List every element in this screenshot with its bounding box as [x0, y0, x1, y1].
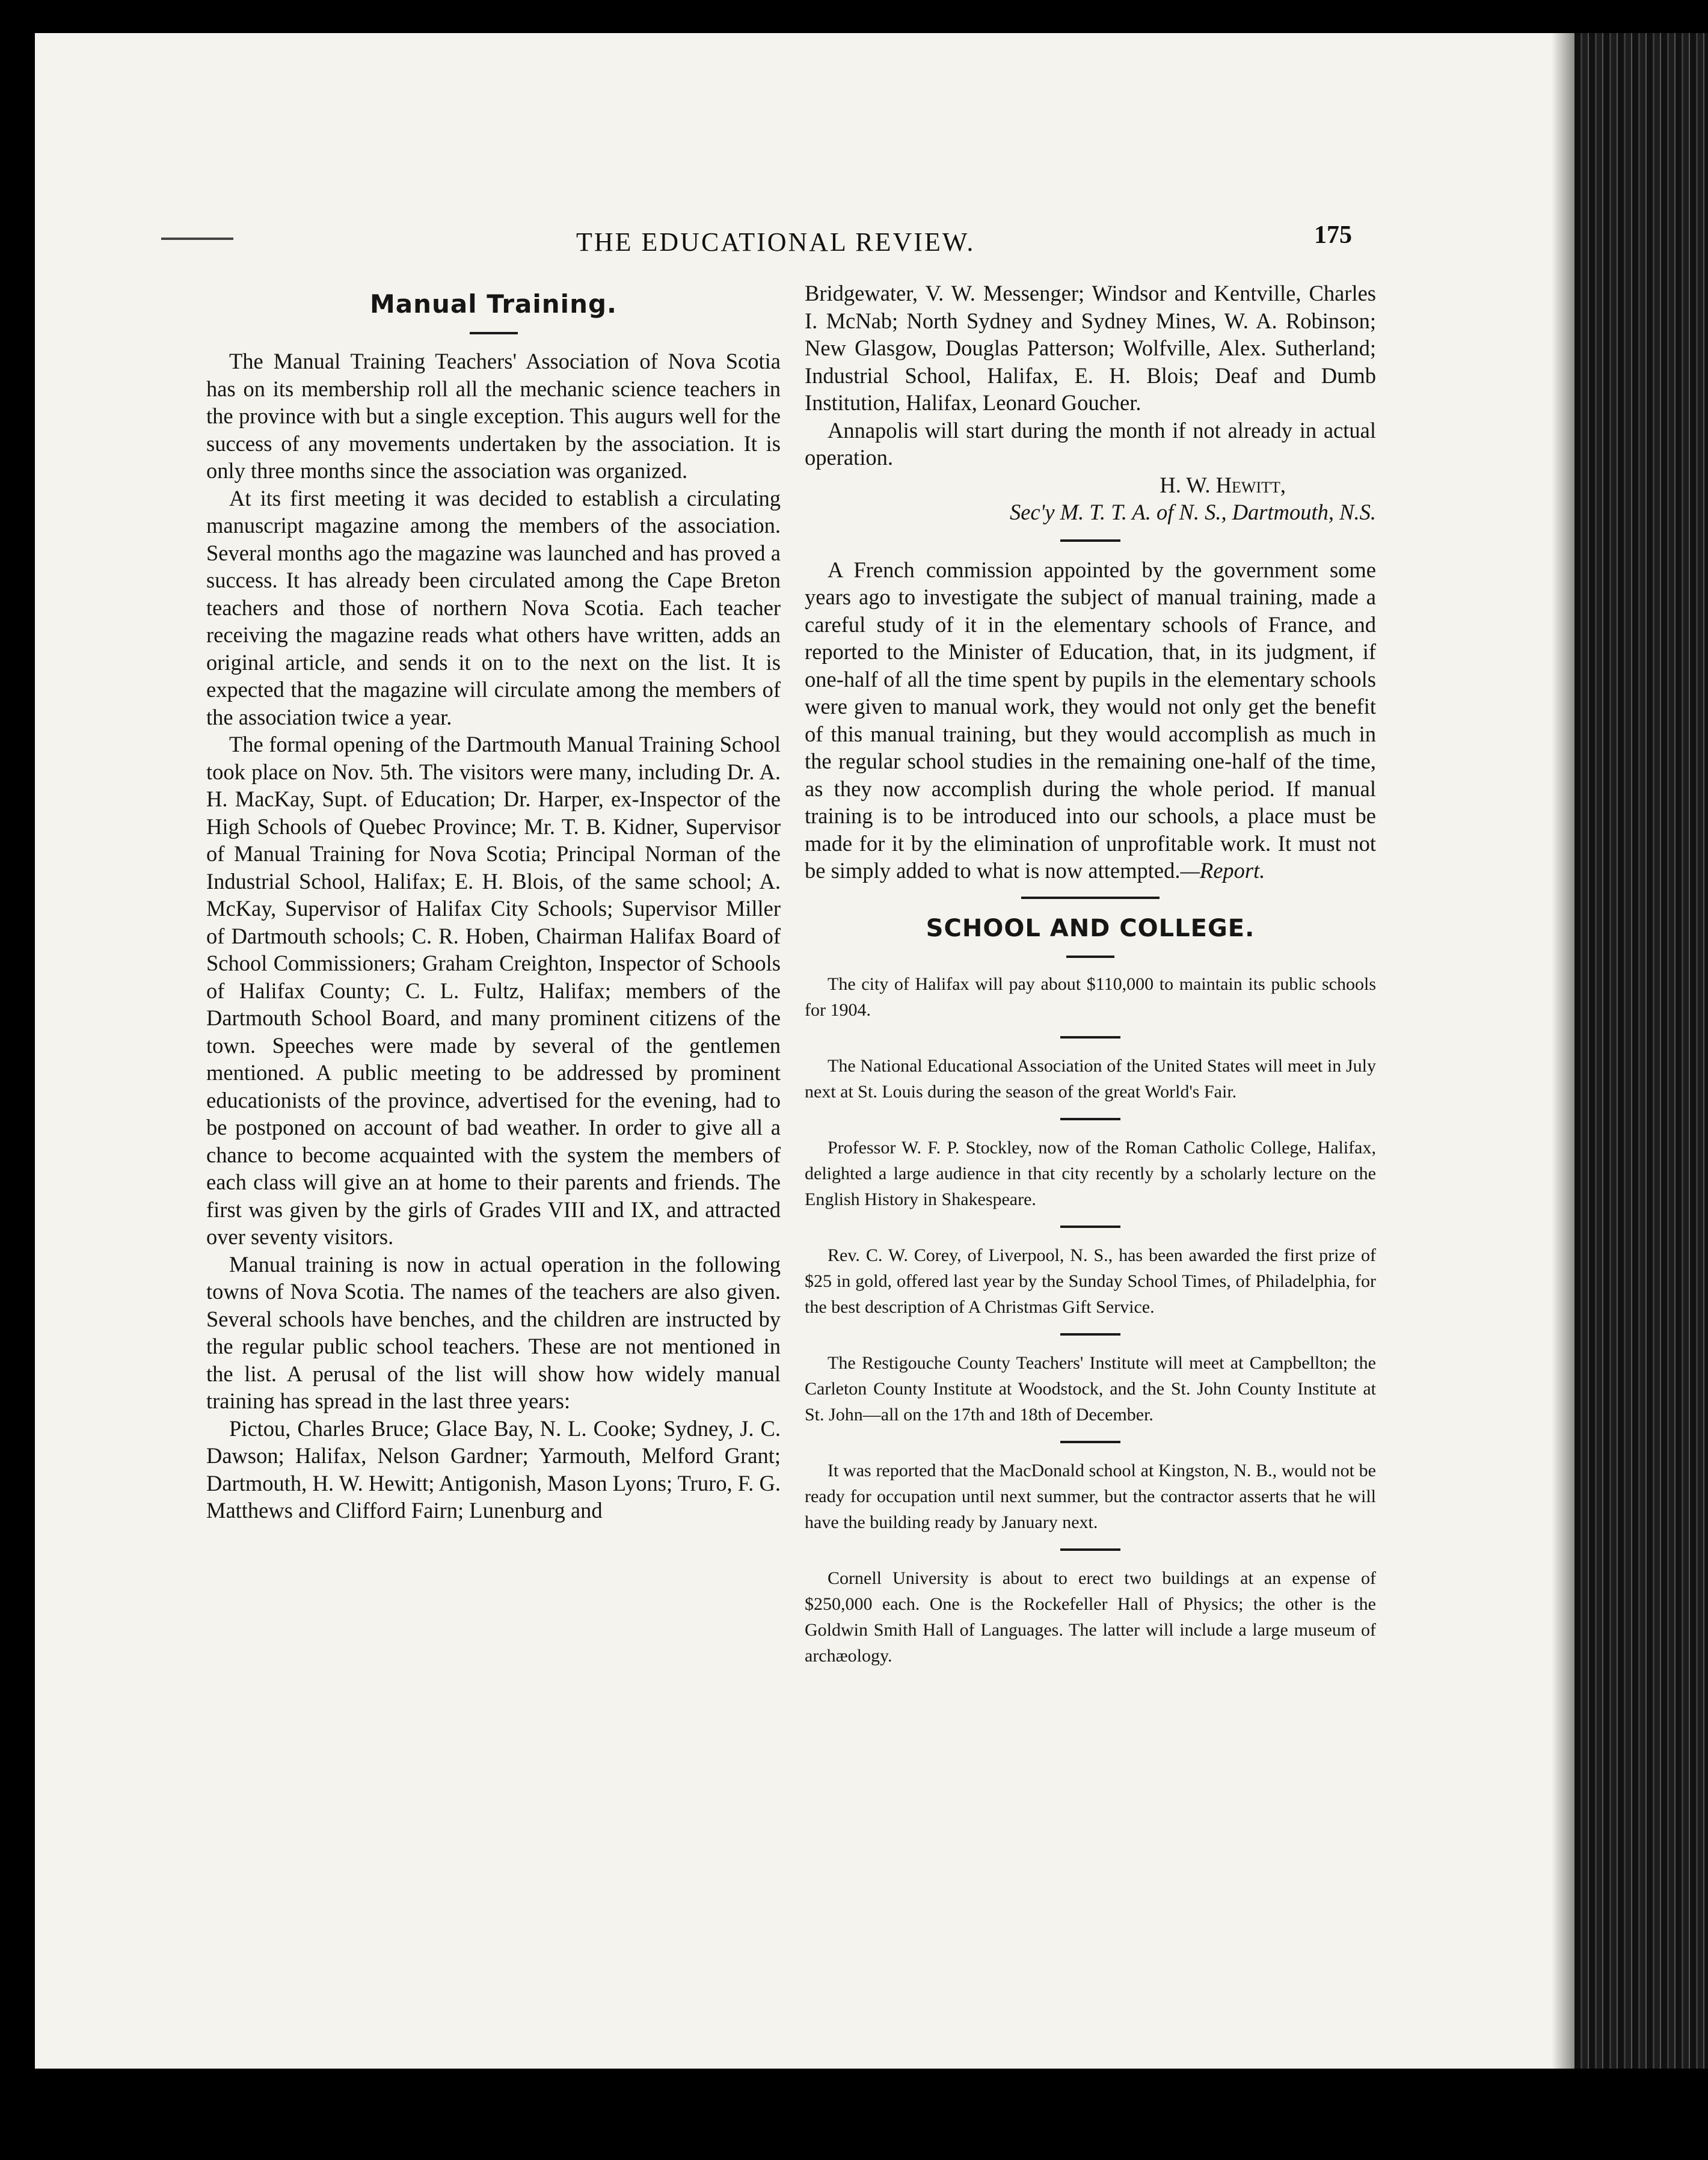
journal-page: [35, 33, 1574, 2069]
teacher-list-continuation: Bridgewater, V. W. Messenger; Windsor and Kentville, Charles I. McNab; North Sydney and Sydney Mines, W. A. Robinson; New Glasgow, Douglas Patterson; Wolfville, Alex. Sutherland; Industrial School, Halifax, E. H. Blois; Deaf and Dumb Institution, Halifax, Leonard Goucher.: [805, 281, 1376, 415]
running-title: THE EDUCATIONAL REVIEW.: [576, 227, 975, 257]
left-column: [206, 280, 781, 1524]
french-commission-text: A French commission appointed by the government some years ago to investigate the subject of manual training, made a careful study of it in the elementary schools of France, and reported to the Minister of Education, that, in its judgment, if one-half of all the time spent by pupils in the elementary schools were given to manual work, they would not only get the benefit of this manual training, but they would accomplish as much in the regular school studies in the remaining one-half of the time, as they now accomplish during the whole period. If manual training is to be introduced into our schools, a place must be made for it by the elimination of unprofitable work. It must not be simply added to what is now attempted.: [805, 557, 1376, 883]
book-binding-edge: [1574, 33, 1708, 2069]
right-column: [805, 280, 1376, 1669]
header-dash: [161, 238, 233, 240]
heading-rule: [470, 332, 518, 334]
scan-border-bottom: [0, 2069, 1708, 2160]
signature-name: H. W. Hewitt,: [1160, 472, 1286, 497]
item-rule: [1060, 1036, 1120, 1039]
annapolis-note: Annapolis will start during the month if not already in actual operation.: [805, 417, 1376, 470]
item-rule: [1060, 1333, 1120, 1336]
school-and-college-heading: SCHOOL AND COLLEGE.: [926, 914, 1255, 942]
section-rule: [1021, 897, 1160, 899]
heading-rule: [1066, 956, 1114, 958]
page-edge-shadow: [1552, 33, 1576, 2069]
news-item: The National Educational Association of the United States will meet in July next at St. Louis during the season of the great World's Fair.: [805, 1055, 1376, 1102]
article-paragraph: Manual training is now in actual operation in the following towns of Nova Scotia. The names of the teachers are also given. Several schools have benches, and the children are instructed by the regular public school teachers. These are not mentioned in the list. A perusal of the list will show how widely manual training has spread in the last three years:: [206, 1251, 781, 1413]
article-paragraph: At its first meeting it was decided to establish a circulating manuscript magazine among the members of the association. Several months ago the magazine was launched and has proved a success. It has already been circulated among the Cape Breton teachers and those of northern Nova Scotia. Each teacher receiving the magazine reads what others have written, adds an original article, and sends it on to the next on the list. It is expected that the magazine will circulate among the members of the association twice a year.: [206, 485, 781, 729]
manual-training-heading: Manual Training.: [369, 289, 617, 319]
article-paragraph: The Manual Training Teachers' Association of Nova Scotia has on its membership roll all the mechanic science teachers in the province with but a single exception. This augurs well for the success of any movements undertaken by the association. It is only three months since the association was organized.: [206, 349, 781, 483]
teacher-list-paragraph: Pictou, Charles Bruce; Glace Bay, N. L. Cooke; Sydney, J. C. Dawson; Halifax, Nelson Gardner; Yarmouth, Melford Grant; Dartmouth, H. W. Hewitt; Antigonish, Mason Lyons; Truro, F. G. Matthews and Clifford Fairn; Lunenburg and: [206, 1416, 781, 1523]
item-rule: [1060, 1548, 1120, 1551]
news-item: The city of Halifax will pay about $110,000 to maintain its public schools for 1904.: [805, 974, 1376, 1020]
french-commission-paragraph: [805, 556, 1376, 885]
scan-border-left: [0, 0, 35, 2160]
news-item: It was reported that the MacDonald school at Kingston, N. B., would not be ready for occupation until next summer, but the contractor asserts that he will have the building ready by January next.: [805, 1460, 1376, 1532]
item-rule: [1060, 1226, 1120, 1228]
signature-title: Sec'y M. T. T. A. of N. S., Dartmouth, N.S.: [1009, 500, 1376, 524]
page-number: 175: [1314, 221, 1352, 249]
item-rule: [1060, 1118, 1120, 1120]
article-paragraph: The formal opening of the Dartmouth Manual Training School took place on Nov. 5th. The visitors were many, including Dr. A. H. MacKay, Supt. of Education; Dr. Harper, ex-Inspector of the High Schools of Quebec Province; Mr. T. B. Kidner, Supervisor of Manual Training for Nova Scotia; Principal Norman of the Industrial School, Halifax; E. H. Blois, of the same school; A. McKay, Supervisor of Halifax City Schools; Supervisor Miller of Dartmouth schools; C. R. Hoben, Chairman Halifax Board of School Commissioners; Graham Creighton, Inspector of Schools of Halifax County; C. L. Fultz, Halifax; members of the Dartmouth School Board, and many prominent citizens of the town. Speeches were made by several of the gentlemen mentioned. A public meeting to be addressed by prominent educationists of the province, advertised for the evening, had to be postponed on account of bad weather. In order to give all a chance to become acquainted with the system the members of each class will give an at home to their parents and friends. The first was given by the girls of Grades VIII and IX, and attracted over seventy visitors.: [206, 732, 781, 1249]
news-item: The Restigouche County Teachers' Institute will meet at Campbellton; the Carleton County Institute at Woodstock, and the St. John County Institute at St. John—all on the 17th and 18th of December.: [805, 1352, 1376, 1425]
news-item: Rev. C. W. Corey, of Liverpool, N. S., has been awarded the first prize of $25 in gold, offered last year by the Sunday School Times, of Philadelphia, for the best description of A Christmas Gift Service.: [805, 1245, 1376, 1317]
item-rule: [1060, 1441, 1120, 1443]
news-item: Professor W. F. P. Stockley, now of the Roman Catholic College, Halifax, delighted a large audience in that city recently by a scholarly lecture on the English History in Shakespeare.: [805, 1137, 1376, 1209]
scan-border-top: [0, 0, 1708, 33]
news-item: Cornell University is about to erect two buildings at an expense of $250,000 each. One is the Rockefeller Hall of Physics; the other is the Goldwin Smith Hall of Languages. The latter will include a large museum of archæology.: [805, 1568, 1376, 1666]
section-rule: [1060, 539, 1120, 542]
report-source: —Report.: [1180, 858, 1265, 883]
